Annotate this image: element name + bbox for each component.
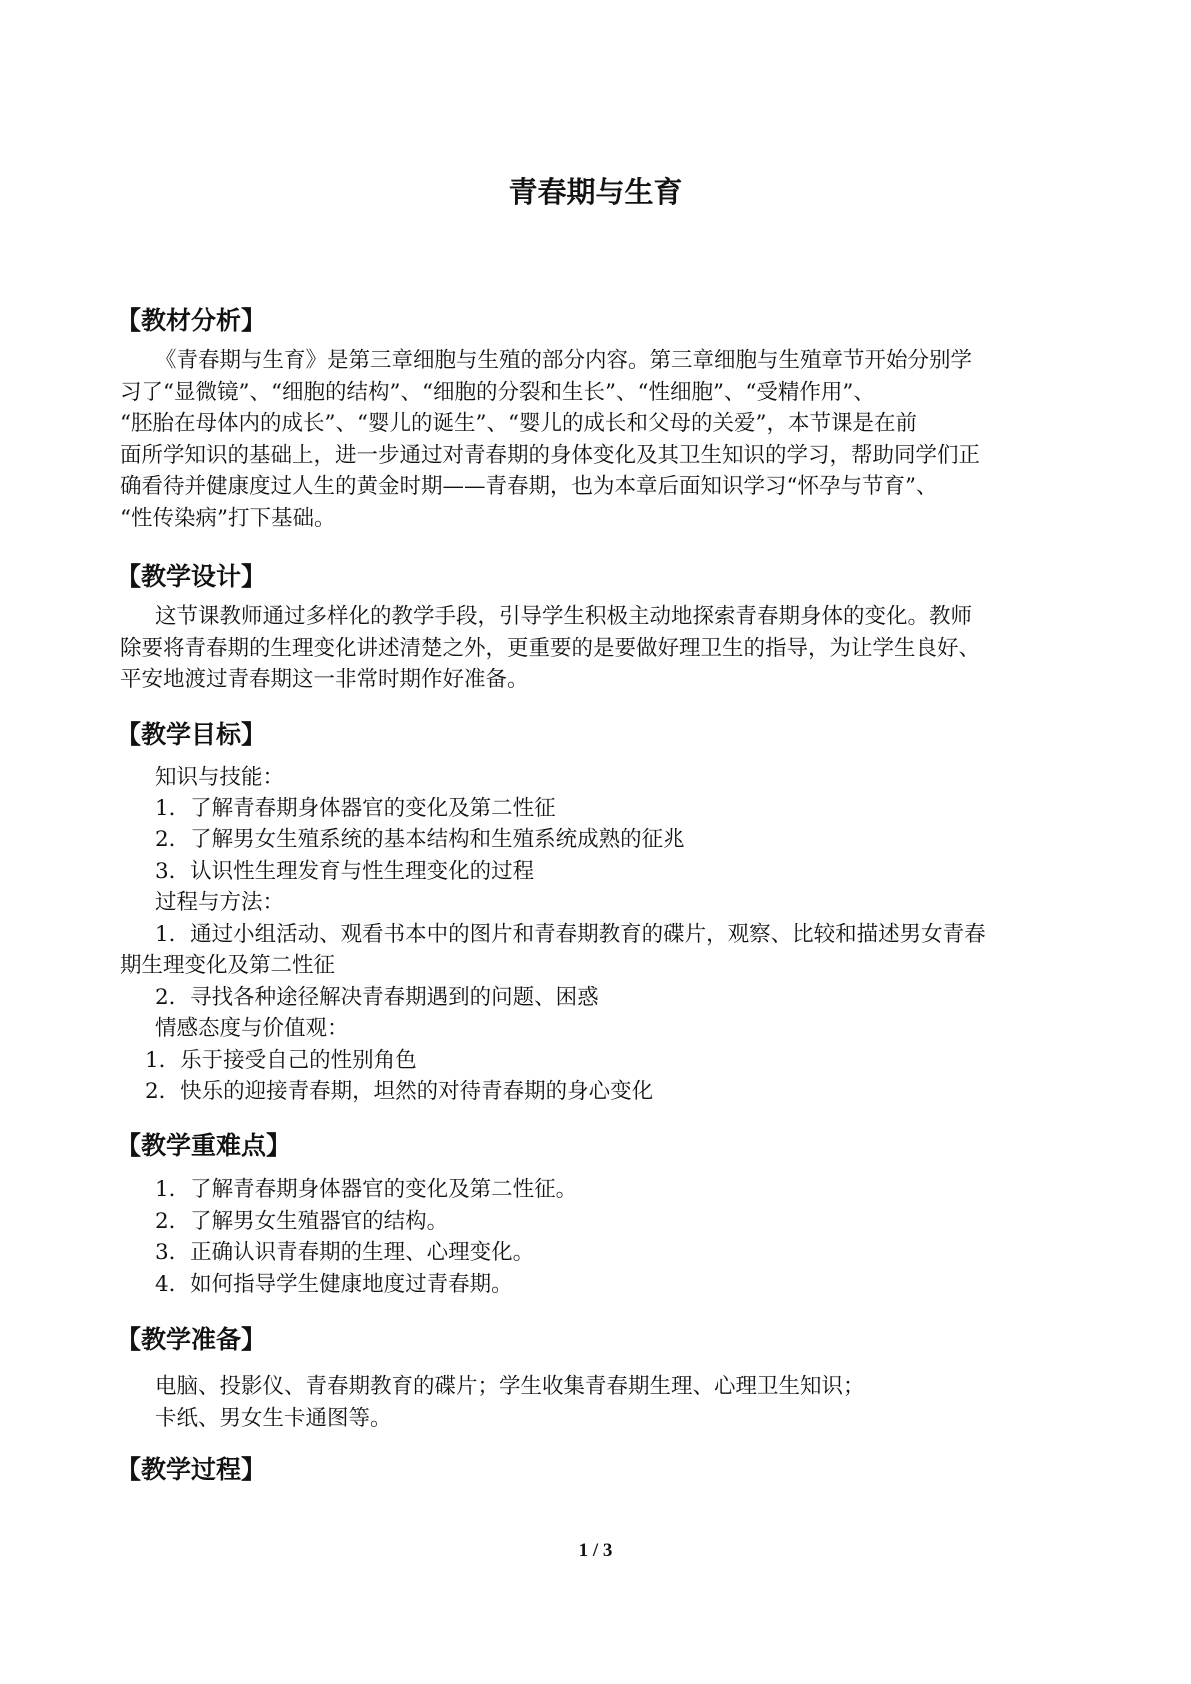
text-line: 确看待并健康度过人生的黄金时期——青春期，也为本章后面知识学习“怀孕与节育”、	[120, 474, 938, 499]
document-title: 青春期与生育	[508, 175, 683, 209]
goal-item-continued: 期生理变化及第二性征	[120, 953, 336, 978]
goal-item: 2．寻找各种途径解决青春期遇到的问题、困惑	[155, 985, 599, 1010]
text-line: 这节课教师通过多样化的教学手段，引导学生积极主动地探索青春期身体的变化。教师	[155, 604, 973, 629]
heading-goals: 【教学目标】	[116, 720, 267, 749]
text-line: 面所学知识的基础上，进一步通过对青春期的身体变化及其卫生知识的学习，帮助同学们正	[120, 442, 981, 468]
text-line: “性传染病”打下基础。	[120, 505, 336, 531]
text-line: 除要将青春期的生理变化讲述清楚之外，更重要的是要做好理卫生的指导，为让学生良好、	[120, 635, 981, 661]
goal-item: 2．了解男女生殖系统的基本结构和生殖系统成熟的征兆	[155, 827, 685, 852]
text-line: 习了“显微镜”、“细胞的结构”、“细胞的分裂和生长”、“性细胞”、“受精作用”、	[120, 379, 875, 405]
goal-item: 1．通过小组活动、观看书本中的图片和青春期教育的碟片，观察、比较和描述男女青春	[155, 922, 986, 947]
keypoint-item: 4．如何指导学生健康地度过青春期。	[155, 1272, 513, 1297]
keypoint-item: 1．了解青春期身体器官的变化及第二性征。	[155, 1177, 578, 1202]
heading-prep: 【教学准备】	[116, 1325, 267, 1354]
heading-design: 【教学设计】	[116, 562, 267, 591]
goal-subheading: 知识与技能：	[155, 765, 285, 790]
prep-line: 电脑、投影仪、青春期教育的碟片；学生收集青春期生理、心理卫生知识；	[155, 1374, 865, 1399]
goal-item: 2．快乐的迎接青春期，坦然的对待青春期的身心变化	[145, 1079, 654, 1104]
keypoint-item: 3．正确认识青春期的生理、心理变化。	[155, 1240, 535, 1265]
goal-item: 1．了解青春期身体器官的变化及第二性征	[155, 796, 556, 821]
goal-subheading: 过程与方法：	[155, 890, 285, 915]
keypoint-item: 2．了解男女生殖器官的结构。	[155, 1209, 449, 1234]
page-number: 1 / 3	[578, 1540, 613, 1561]
heading-keypoints: 【教学重难点】	[116, 1131, 292, 1160]
heading-analysis: 【教材分析】	[116, 306, 267, 335]
text-line: “胚胎在母体内的成长”、“婴儿的诞生”、“婴儿的成长和父母的关爱”，本节课是在前	[120, 411, 917, 436]
goal-item: 1．乐于接受自己的性别角色	[145, 1048, 417, 1073]
paragraph-design	[120, 601, 1088, 696]
goal-subheading: 情感态度与价值观：	[155, 1016, 349, 1041]
prep-line: 卡纸、男女生卡通图等。	[155, 1406, 392, 1431]
goal-item: 3．认识性生理发育与性生理变化的过程	[155, 859, 535, 884]
text-line: 平安地渡过青春期这一非常时期作好准备。	[120, 667, 529, 692]
heading-process: 【教学过程】	[116, 1455, 267, 1484]
paragraph-analysis	[120, 345, 1088, 534]
text-line: 《青春期与生育》是第三章细胞与生殖的部分内容。第三章细胞与生殖章节开始分别学	[155, 348, 973, 373]
